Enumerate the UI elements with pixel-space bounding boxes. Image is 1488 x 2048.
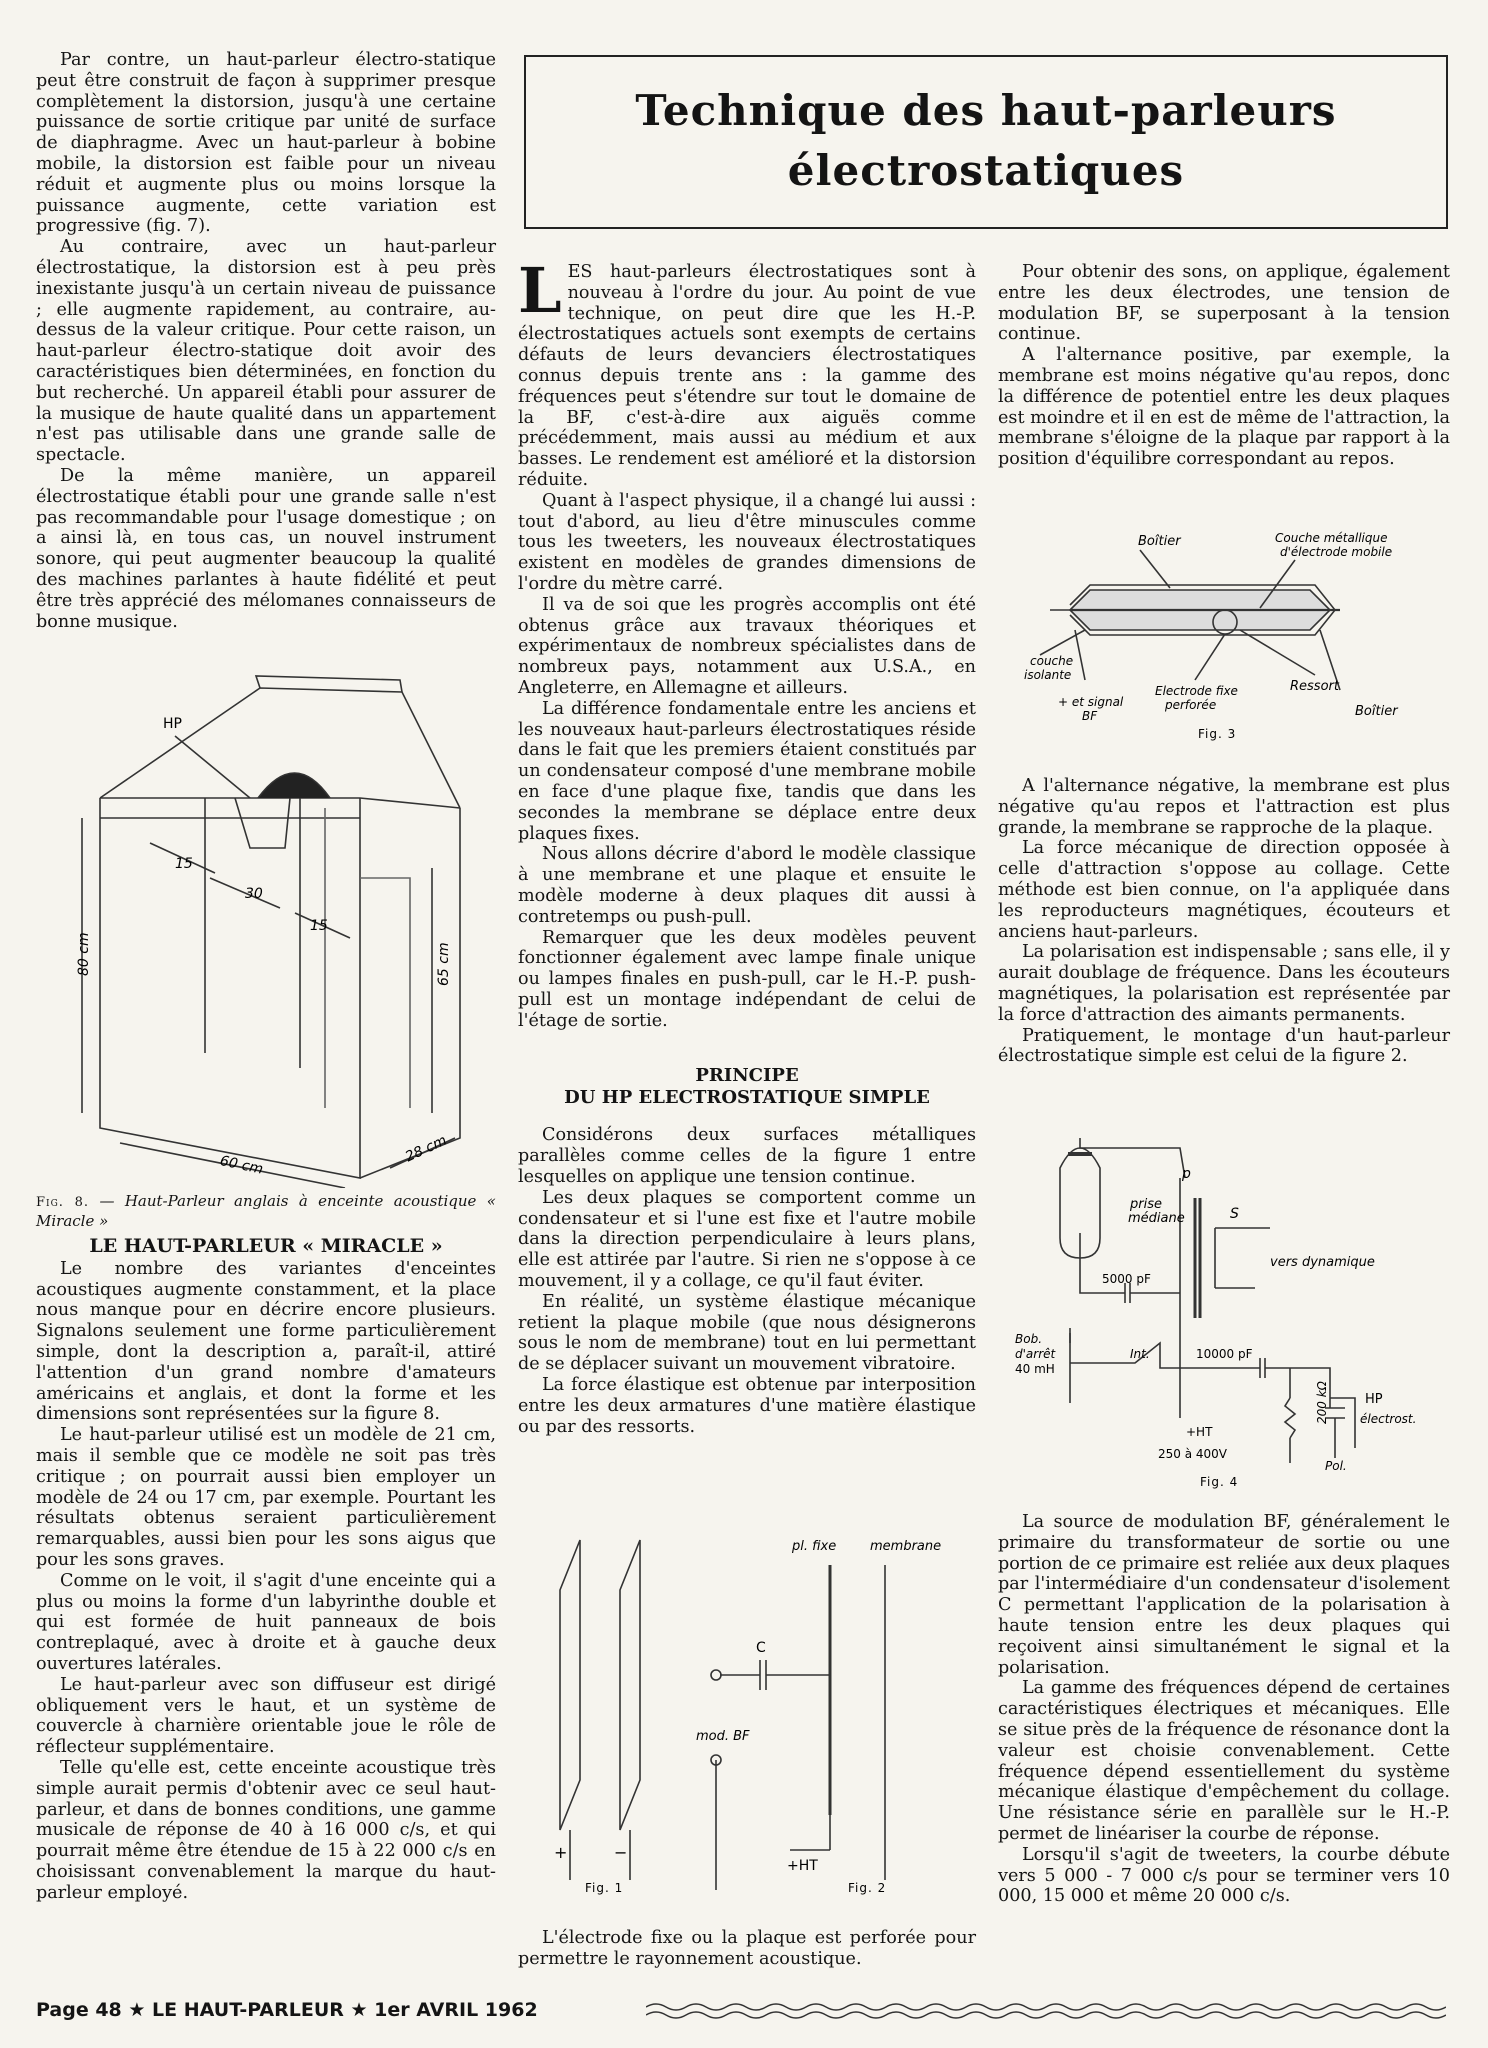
paragraph: La gamme des fréquences dépend de certaines caractéristiques électriques et mécaniques. Elle se situe près de la fréquence de résonance dont la valeur est choisie convenablement. Cette fréquence dépend essentiellement du système mécanique élastique d'empêchement du collage. Une résistance série en parallèle sur le H.-P. permet de linéariser la courbe de réponse. <box>998 1678 1450 1844</box>
fig4-pol: Pol. <box>1325 1459 1347 1473</box>
fig4-bob-line3: 40 mH <box>1015 1362 1055 1376</box>
title-box <box>524 55 1448 229</box>
paragraph: Au contraire, avec un haut-parleur électrostatique, la distorsion est à peu près inexistante jusqu'à un certain niveau de puissance ; elle augmente rapidement, au contraire, au-dessus de la valeur critique. Pour cette raison, un haut-parleur électro-statique doit avoir des caractéristiques bien déterminées, en fonction du but recherché. Un appareil établi pour assurer de la musique de haute qualité dans un appartement n'est pas utilisable dans une grande salle de spectacle. <box>36 237 496 466</box>
drop-cap: L <box>518 254 562 327</box>
paragraph: Les deux plaques se comportent comme un condensateur et si l'une est fixe et l'autre mobile dans la direction perpendiculaire à leurs plans, elle est attirée par l'autre. Si rien ne s'oppose à ce mouvement, il y a collage, ce qu'il faut éviter. <box>518 1187 976 1292</box>
fig3-electrode: Electrode fixe <box>1155 684 1238 698</box>
fig4-prise: prise <box>1130 1197 1162 1212</box>
fig3-signal-line2: BF <box>1082 709 1098 723</box>
fig8-dim: 30 <box>245 886 263 902</box>
paragraph: Le nombre des variantes d'enceintes acoustiques augmente constamment, et la place nous manque pour en décrire encore plusieurs. Signalons seulement une forme particulièrement simple, dont la description a, paraît-il, attiré l'attention d'un grand nombre d'amateurs américains et anglais, et dont la forme et les dimensions sont représentées sur la figure 8. <box>36 1258 496 1425</box>
paragraph: La force mécanique de direction opposée à celle d'attraction s'oppose au collage. Cette méthode est bien connue, on l'a appliquée dans les reproducteurs magnétiques, écouteurs et anciens haut-parleurs. <box>998 838 1450 942</box>
column-2 <box>518 254 976 1437</box>
column-1-top <box>36 50 496 632</box>
paragraph: Lorsqu'il s'agit de tweeters, la courbe débute vers 5 000 - 7 000 c/s pour se terminer vers 10 000, 15 000 et même 20 000 c/s. <box>998 1844 1450 1907</box>
section-heading-line2: DU HP ELECTROSTATIQUE SIMPLE <box>564 1087 930 1109</box>
fig8-caption: Fig. 8. — Haut-Parleur anglais à enceinte acoustique « Miracle » <box>36 1192 496 1230</box>
section-heading-miracle: LE HAUT-PARLEUR « MIRACLE » <box>89 1235 443 1257</box>
fig4-ht: +HT <box>1186 1425 1213 1439</box>
paragraph: La force élastique est obtenue par interposition entre les deux armatures d'une matière élastique ou par des ressorts. <box>518 1375 976 1437</box>
column-3-top <box>998 262 1450 470</box>
fig4-vers: vers dynamique <box>1270 1255 1375 1270</box>
fig1-minus: − <box>614 1843 628 1862</box>
fig4-r200: 200 kΩ <box>1315 1381 1329 1424</box>
paragraph: Le haut-parleur utilisé est un modèle de 21 cm, mais il semble que ce modèle ne soit pas très critique ; on pourrait aussi bien employer un modèle de 24 ou 17 cm, par exemple. Pourtant les résultats obtenus seraient particulièrement remarquables, aussi bien pour les sons aigus que pour les sons graves. <box>36 1425 496 1570</box>
fig4-s: S <box>1230 1206 1239 1222</box>
paragraph: Il va de soi que les progrès accomplis ont été obtenus grâce aux travaux théoriques et expérimentaux de nombreux spécialistes dans de nombreux pays, notamment aux U.S.A., en Angleterre, en Allemagne et ailleurs. <box>518 594 976 698</box>
fig3-ressort: Ressort <box>1290 679 1339 694</box>
paragraph: La polarisation est indispensable ; sans elle, il y aurait doublage de fréquence. Dans les écouteurs magnétiques, la polarisation est représentée par la force d'attraction des aimants permanents. <box>998 942 1450 1025</box>
fig3-signal: + et signal <box>1058 695 1124 709</box>
fig4-bob-line2: d'arrêt <box>1015 1347 1056 1361</box>
footer-wave-rule <box>646 2001 1446 2021</box>
fig3-couche-isolante: couche <box>1030 654 1074 668</box>
paragraph: Quant à l'aspect physique, il a changé lui aussi : tout d'abord, au lieu d'être minuscules comme tous les tweeters, les nouveaux électrostatiques existent en modèles de grandes dimensions de l'ordre du mètre carré. <box>518 490 976 594</box>
paragraph: Pour obtenir des sons, on applique, également entre les deux électrodes, une tension de modulation BF, se superposant à la tension continue. <box>998 262 1450 345</box>
column-3-bottom <box>998 1512 1450 1907</box>
paragraph: Remarquer que les deux modèles peuvent fonctionner également avec lampe finale unique ou lampes finales en push-pull, car le H.-P. push-pull est un montage indépendant de celui de l'étage de sortie. <box>518 927 976 1031</box>
fig1-label: Fig. 1 <box>585 1881 624 1895</box>
paragraph: Par contre, un haut-parleur électro-statique peut être construit de façon à supprimer presque complètement la distorsion, jusqu'à une certaine puissance de sortie critique par unité de surface de diaphragme. Avec un haut-parleur à bobine mobile, la distorsion est faible pour un niveau réduit et augmente plus ou moins lorsque la puissance augmente, cette variation est progressive (fig. 7). <box>36 50 496 237</box>
fig8-dim: 65 cm <box>436 942 452 986</box>
fig4-c5000: 5000 pF <box>1102 1272 1151 1286</box>
paragraph: La source de modulation BF, généralement le primaire du transformateur de sortie ou une portion de ce primaire est reliée aux deux plaques par l'intermédiaire d'un condensateur d'isolement C permettant l'application de la polarisation à haute tension entre les deux plaques qui reçoivent ainsi simultanément le signal et la polarisation. <box>998 1512 1450 1678</box>
article-title: Technique des haut-parleurs <box>635 86 1337 135</box>
fig3-couche-line2: d'électrode mobile <box>1280 545 1393 559</box>
paragraph: Telle qu'elle est, cette enceinte acoustique très simple aurait permis d'obtenir avec ce seul haut-parleur, et dans de bonnes conditions, une gamme musicale de réponse de 40 à 16 000 c/s, et qui pourrait même être étendue de 15 à 22 000 c/s en choisissant convenablement la marque du haut-parleur employé. <box>36 1757 496 1903</box>
fig4-label: Fig. 4 <box>1200 1475 1239 1489</box>
fig3-label: Fig. 3 <box>1198 727 1237 741</box>
fig4-prise-line2: médiane <box>1128 1211 1185 1226</box>
paragraph: Considérons deux surfaces métalliques parallèles comme celles de la figure 1 entre lesquelles on applique une tension continue. <box>518 1125 976 1188</box>
fig8-dim: 80 cm <box>76 932 92 976</box>
paragraph: Comme on le voit, il s'agit d'une enceinte qui a plus ou moins la forme d'un labyrinthe double et qui est formée de huit panneaux de bois contreplaqué, avec à droite et à gauche deux ouvertures latérales. <box>36 1570 496 1674</box>
fig1-plus: + <box>554 1843 568 1862</box>
paragraph: Nous allons décrire d'abord le modèle classique à une membrane et une plaque et ensuite le modèle moderne à deux plaques dit aussi à contretemps ou push-pull. <box>518 844 976 927</box>
fig4-range: 250 à 400V <box>1158 1447 1227 1461</box>
footer-text: Page 48 ★ LE HAUT-PARLEUR ★ 1er AVRIL 1962 <box>36 1999 538 2021</box>
fig2-pl-fixe: pl. fixe <box>792 1539 837 1554</box>
article-title-line2: électrostatiques <box>787 146 1185 195</box>
column-2-bottom <box>518 1928 976 1970</box>
column-3-middle <box>998 776 1450 1067</box>
paragraph: De la même manière, un appareil électrostatique établi pour une grande salle n'est pas recommandable pour l'usage domestique ; on a ainsi là, en tous cas, un nouvel instrument sonore, qui peut augmenter beaucoup la qualité des machines parlantes à haute fidélité et peut être très apprécié des mélomanes connaisseurs de bonne musique. <box>36 465 496 632</box>
fig4-hp: HP <box>1365 1392 1383 1407</box>
figure-1-2-plates <box>540 1520 960 1900</box>
fig3-electrode-line2: perforée <box>1165 698 1217 712</box>
fig8-hp-label: HP <box>163 716 182 732</box>
fig4-bob: Bob. <box>1015 1332 1043 1346</box>
paragraph: En réalité, un système élastique mécanique retient la plaque mobile (que nous désignerons sous le nom de membrane) tout en lui permettant de se déplacer suivant un mouvement vibratoire. <box>518 1291 976 1375</box>
paragraph: Pratiquement, le montage d'un haut-parleur électrostatique simple est celui de la figure 2. <box>998 1025 1450 1067</box>
fig2-membrane: membrane <box>870 1539 942 1554</box>
fig4-c10000: 10000 pF <box>1196 1347 1253 1361</box>
fig8-dim: 15 <box>310 918 328 934</box>
paragraph-lead: LES haut-parleurs électrostatiques sont à nouveau à l'ordre du jour. Au point de vue technique, on peut dire que les H.-P. électrostatiques actuels sont exempts de certains défauts de leurs devanciers électrostatiques connus depuis trente ans : la gamme des fréquences peut s'étendre sur tout le domaine de la BF, c'est-à-dire aux aiguës comme précédemment, mais aussi au médium et aux basses. Le rendement est amélioré et la distorsion réduite. <box>518 254 976 490</box>
paragraph: A l'alternance positive, par exemple, la membrane est moins négative qu'au repos, donc la différence de potentiel entre les deux plaques est moindre et il en est de même de l'attraction, la membrane s'éloigne de la plaque par rapport à la position d'équilibre correspondant au repos. <box>998 345 1450 470</box>
column-1-bottom <box>36 1192 496 1904</box>
fig3-couche: Couche métallique <box>1275 531 1388 545</box>
paragraph: Le haut-parleur avec son diffuseur est dirigé obliquement vers le haut, et un système de couvercle à charnière orientable joue le rôle de réflecteur supplémentaire. <box>36 1674 496 1758</box>
paragraph: La différence fondamentale entre les anciens et les nouveaux haut-parleurs électrostatiques réside dans le fait que les premiers étaient constitués par un condensateur composé d'une membrane mobile en face d'une plaque fixe, tandis que dans les secondes la membrane se déplace entre deux plaques fixes. <box>518 698 976 844</box>
fig2-mod-bf: mod. BF <box>696 1729 750 1744</box>
fig2-label: Fig. 2 <box>848 1881 887 1895</box>
fig3-couche-isolante-line2: isolante <box>1024 668 1072 682</box>
fig4-int: Int. <box>1130 1347 1150 1361</box>
page-footer <box>36 1999 1452 2027</box>
section-heading: PRINCIPE <box>695 1065 799 1087</box>
figure-4-circuit <box>1010 1118 1450 1504</box>
fig8-dim: 28 cm <box>402 1132 450 1166</box>
figure-3-cross-section <box>1010 530 1450 750</box>
fig3-boitier-2: Boîtier <box>1355 704 1398 719</box>
paragraph: L'électrode fixe ou la plaque est perforée pour permettre le rayonnement acoustique. <box>518 1928 976 1969</box>
paragraph: A l'alternance négative, la membrane est plus négative qu'au repos et l'attraction est plus grande, la membrane se rapproche de la plaque. <box>998 776 1450 838</box>
fig3-boitier: Boîtier <box>1138 534 1181 549</box>
fig2-c: C <box>756 1640 766 1656</box>
fig4-p: p <box>1182 1166 1191 1182</box>
figure-8-enclosure <box>60 668 500 1188</box>
fig8-dim: 15 <box>175 856 193 872</box>
fig2-ht: +HT <box>787 1858 818 1874</box>
fig8-dim: 60 cm <box>218 1153 265 1178</box>
fig4-hp-line2: électrost. <box>1360 1412 1417 1426</box>
